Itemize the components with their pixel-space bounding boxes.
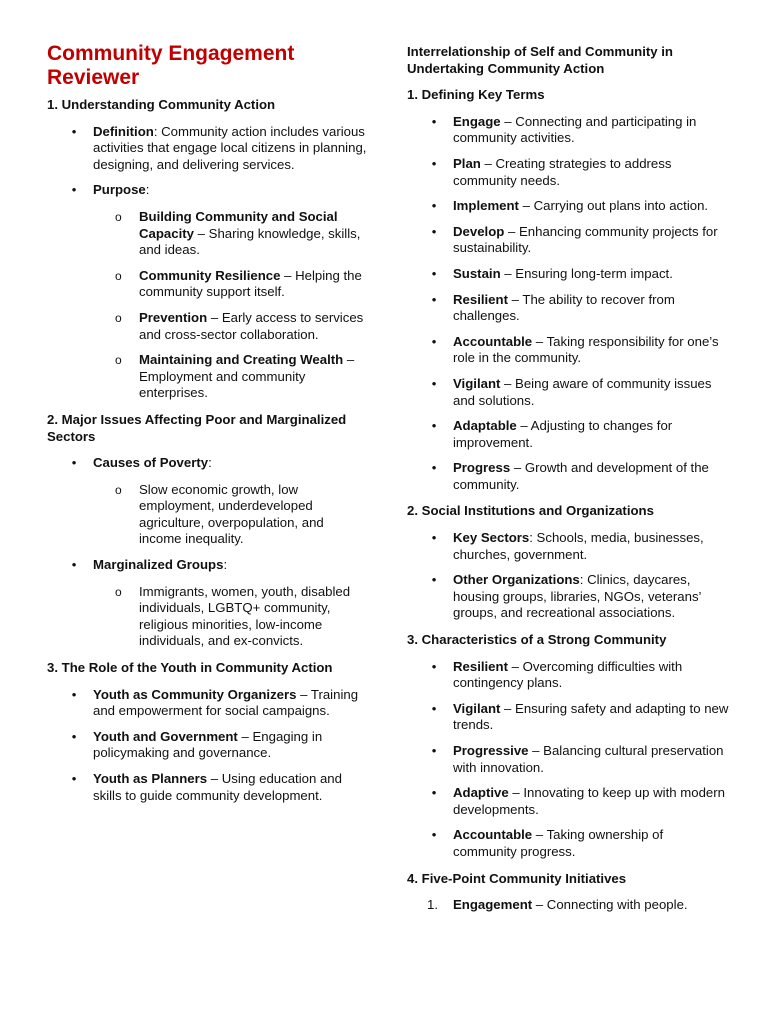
sub-bullet-icon: o xyxy=(115,482,122,497)
term: Building Community and Social Capacity xyxy=(139,208,338,241)
term: Engage xyxy=(453,113,501,129)
list-item xyxy=(407,224,729,257)
description: – Overcoming difficulties with contingency plans. xyxy=(453,658,683,691)
term: Youth and Government xyxy=(93,728,238,744)
term: Vigilant xyxy=(453,700,501,716)
term: Causes of Poverty xyxy=(93,455,209,471)
sub-bullet-icon: o xyxy=(115,310,122,325)
term: Maintaining and Creating Wealth xyxy=(139,352,344,368)
term: Engagement xyxy=(453,897,533,913)
initiatives-list xyxy=(407,897,729,914)
term: Key Sectors xyxy=(453,530,530,546)
section-heading-role-of-youth: 3. The Role of the Youth in Community Action xyxy=(47,660,333,676)
description: – Employment and community enterprises. xyxy=(139,352,355,401)
list-item xyxy=(407,701,729,734)
bullet-icon: • xyxy=(431,291,437,307)
groups-sublist xyxy=(93,584,367,650)
sublist-item xyxy=(93,209,367,259)
description: – Growth and development of the community. xyxy=(453,460,709,492)
list-item xyxy=(47,729,367,762)
description: – Helping the community support itself. xyxy=(139,267,362,300)
strong-community-list xyxy=(407,659,729,861)
list-item xyxy=(407,198,729,215)
colon: : xyxy=(223,557,228,573)
bullet-icon: • xyxy=(431,572,437,588)
bullet-icon: • xyxy=(71,182,77,198)
bullet-icon: • xyxy=(431,530,437,546)
term: Progressive xyxy=(453,743,529,758)
sub-bullet-icon: o xyxy=(115,584,122,599)
list-item xyxy=(407,292,729,325)
section-heading-strong-community: 3. Characteristics of a Strong Community xyxy=(407,632,667,648)
term: Prevention xyxy=(139,309,208,325)
list-item-definition xyxy=(47,124,367,174)
term: Plan xyxy=(453,155,481,171)
bullet-icon: • xyxy=(431,375,437,391)
description: – Training and empowerment for social campaigns. xyxy=(93,686,359,719)
colon: : xyxy=(145,182,150,198)
description: – Early access to services and cross-sector collaboration. xyxy=(139,309,364,342)
bullet-icon: • xyxy=(431,700,437,716)
term: Purpose xyxy=(93,182,146,198)
list-number: 1. xyxy=(427,897,438,913)
term: Youth as Community Organizers xyxy=(93,686,297,702)
major-issues-list xyxy=(47,455,367,650)
colon: : xyxy=(208,455,212,471)
description: Immigrants, women, youth, disabled individuals, LGBTQ+ community, religious minorities, low-income individuals, and ex-convicts. xyxy=(139,583,351,649)
bullet-icon: • xyxy=(431,658,437,674)
description: : Schools, media, businesses, churches, government. xyxy=(453,530,704,562)
description: : Clinics, daycares, housing groups, libraries, NGOs, veterans’ groups, and recreational associations. xyxy=(453,572,701,621)
document-title: Community Engagement Reviewer xyxy=(47,42,295,89)
right-column xyxy=(407,44,729,924)
term: Accountable xyxy=(453,827,533,843)
sublist-item xyxy=(93,268,367,301)
bullet-icon: • xyxy=(71,771,77,786)
term: Accountable xyxy=(453,333,533,349)
list-item xyxy=(407,114,729,147)
purpose-sublist xyxy=(93,209,367,402)
term: Adaptable xyxy=(453,418,517,434)
list-item-purpose xyxy=(47,182,367,402)
list-item xyxy=(407,659,729,692)
description: – Sharing knowledge, skills, and ideas. xyxy=(139,225,361,258)
term: Resilient xyxy=(453,291,508,307)
description: : Community action includes various activities that engage local citizens in planning, designing, and delivering services. xyxy=(93,123,367,172)
bullet-icon: • xyxy=(431,155,437,171)
description: – Creating strategies to address community needs. xyxy=(453,155,672,188)
key-terms-list xyxy=(407,114,729,494)
description: – Ensuring long-term impact. xyxy=(500,265,673,281)
term: Resilient xyxy=(453,658,508,674)
description: – Taking ownership of community progress. xyxy=(453,827,664,859)
list-item-causes-of-poverty xyxy=(47,455,367,548)
list-item xyxy=(407,418,729,451)
list-item xyxy=(407,266,729,283)
list-item xyxy=(407,743,729,776)
term: Definition xyxy=(93,123,154,139)
description: – Using education and skills to guide community development. xyxy=(93,771,342,803)
section-heading-understanding-community-action: 1. Understanding Community Action xyxy=(47,97,276,112)
term: Vigilant xyxy=(453,375,501,391)
list-item xyxy=(407,530,729,563)
bullet-icon: • xyxy=(71,123,77,139)
bullet-icon: • xyxy=(431,223,437,239)
term: Develop xyxy=(453,223,505,239)
bullet-icon: • xyxy=(71,455,77,471)
description: – Enhancing community projects for sustainability. xyxy=(453,223,718,256)
list-item xyxy=(407,376,729,409)
term: Other Organizations xyxy=(453,572,580,588)
description: Slow economic growth, low employment, underdeveloped agriculture, overpopulation, and income inequality. xyxy=(139,481,324,547)
bullet-icon: • xyxy=(431,743,437,758)
term: Youth as Planners xyxy=(93,771,208,786)
description: – Innovating to keep up with modern developments. xyxy=(453,785,725,817)
term: Adaptive xyxy=(453,785,509,801)
description: – Connecting with people. xyxy=(532,897,688,913)
description: – Ensuring safety and adapting to new trends. xyxy=(453,700,729,733)
section-subtitle: Interrelationship of Self and Community in Undertaking Community Action xyxy=(407,44,673,76)
list-item xyxy=(407,334,729,367)
section-heading-major-issues: 2. Major Issues Affecting Poor and Marginalized Sectors xyxy=(47,411,347,444)
section-heading-defining-key-terms: 1. Defining Key Terms xyxy=(407,87,545,103)
list-item xyxy=(407,156,729,189)
term: Community Resilience xyxy=(139,267,281,283)
bullet-icon: • xyxy=(431,198,437,214)
sub-bullet-icon: o xyxy=(115,209,122,224)
sub-bullet-icon: o xyxy=(115,268,122,283)
description: – The ability to recover from challenges. xyxy=(453,291,675,324)
bullet-icon: • xyxy=(431,265,437,281)
list-item xyxy=(47,771,367,804)
list-item-marginalized-groups xyxy=(47,557,367,650)
term: Marginalized Groups xyxy=(93,557,224,573)
list-item xyxy=(47,687,367,720)
sublist-item xyxy=(93,352,367,402)
list-item xyxy=(407,827,729,860)
description: – Being aware of community issues and solutions. xyxy=(453,375,712,408)
bullet-icon: • xyxy=(431,827,437,843)
bullet-icon: • xyxy=(71,557,77,573)
bullet-icon: • xyxy=(431,785,437,801)
bullet-icon: • xyxy=(71,686,77,702)
youth-role-list xyxy=(47,687,367,805)
description: – Taking responsibility for one’s role in the community. xyxy=(453,333,719,366)
list-item xyxy=(407,460,729,493)
list-item xyxy=(407,897,729,914)
list-item xyxy=(407,785,729,818)
term: Progress xyxy=(453,460,511,476)
description: – Engaging in policymaking and governance. xyxy=(93,728,323,761)
understanding-list xyxy=(47,124,367,402)
left-column xyxy=(47,42,367,814)
sublist-item xyxy=(93,310,367,343)
causes-sublist xyxy=(93,482,367,548)
description: – Connecting and participating in community activities. xyxy=(453,113,697,146)
term: Sustain xyxy=(453,265,501,281)
term: Implement xyxy=(453,198,519,214)
bullet-icon: • xyxy=(431,460,437,476)
sublist-item xyxy=(93,584,367,650)
institutions-list xyxy=(407,530,729,622)
section-heading-social-institutions: 2. Social Institutions and Organizations xyxy=(407,503,654,519)
description: – Adjusting to changes for improvement. xyxy=(453,418,673,450)
description: – Balancing cultural preservation with innovation. xyxy=(453,743,724,775)
bullet-icon: • xyxy=(71,728,77,744)
bullet-icon: • xyxy=(431,333,437,349)
bullet-icon: • xyxy=(431,418,437,434)
list-item xyxy=(407,572,729,622)
section-heading-five-point-initiatives: 4. Five-Point Community Initiatives xyxy=(407,870,627,886)
sub-bullet-icon: o xyxy=(115,353,122,368)
sublist-item xyxy=(93,482,367,548)
bullet-icon: • xyxy=(431,113,437,129)
description: – Carrying out plans into action. xyxy=(518,198,709,214)
